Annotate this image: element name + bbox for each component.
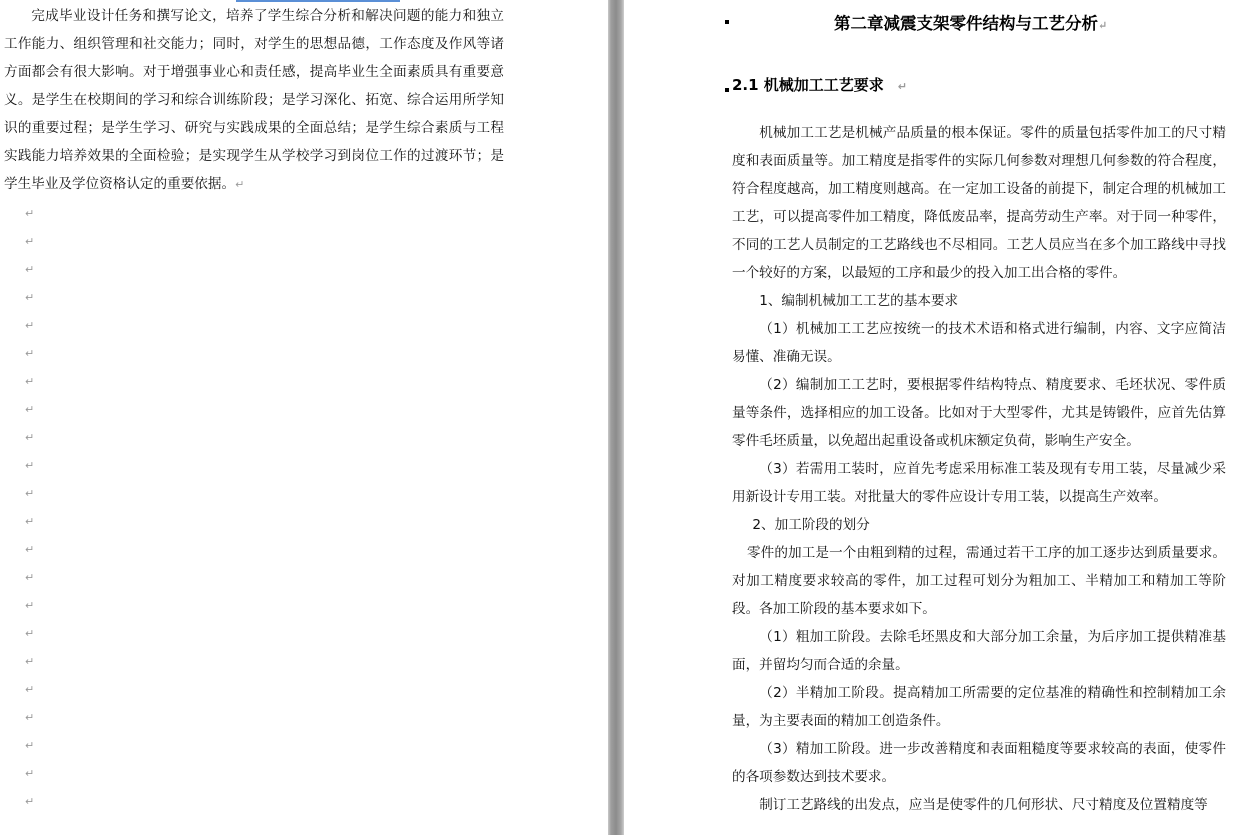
body-paragraph[interactable]: 机械加工工艺是机械产品质量的根本保证。零件的质量包括零件加工的尺寸精度和表面质量等。加工精度是指零件的实际几何参数对理想几何参数的符合程度，符合程度越高，加工精度则越高。在一定加工设备的前提下，制定合理的机械加工工艺，可以提高零件加工精度，降低废品率，提高劳动生产率。对于同一种零件，不同的工艺人员制定的工艺路线也不尽相同。工艺人员应当在多个加工路线中寻找一个较好的方案，以最短的工序和最少的投入加工出合格的零件。: [732, 125, 1226, 281]
paragraph-mark-icon: ↵: [25, 627, 35, 640]
paragraph-mark-icon: ↵: [25, 263, 35, 276]
paragraph-mark-icon: ↵: [25, 431, 35, 444]
paragraph-mark-icon: ↵: [25, 571, 35, 584]
paragraph-mark-icon: ↵: [235, 178, 245, 191]
document-page-left: [0, 0, 608, 835]
paragraph-mark-icon: ↵: [25, 403, 35, 416]
paragraph-mark-icon: ↵: [25, 459, 35, 472]
empty-paragraph-marks: [25, 200, 45, 816]
paragraph-mark-icon: ↵: [25, 767, 35, 780]
paragraph-mark-icon: ↵: [25, 711, 35, 724]
paragraph-mark-icon: ↵: [25, 599, 35, 612]
list-item[interactable]: （3）若需用工装时，应首先考虑采用标准工装及现有专用工装，尽量减少采用新设计专用工装。对批量大的零件应设计专用工装，以提高生产效率。: [732, 461, 1226, 505]
paragraph-mark-icon: ↵: [25, 515, 35, 528]
paragraph-mark-icon: ↵: [25, 375, 35, 388]
paragraph-mark-icon: ↵: [25, 347, 35, 360]
body-paragraph[interactable]: 完成毕业设计任务和撰写论文，培养了学生综合分析和解决问题的能力和独立工作能力、组织管理和社交能力；同时，对学生的思想品德，工作态度及作风等诸方面都会有很大影响。对于增强事业心和责任感，提高毕业生全面素质具有重要意义。是学生在校期间的学习和综合训练阶段；是学习深化、拓宽、综合运用所学知识的重要过程；是学生学习、研究与实践成果的全面总结；是学生综合素质与工程实践能力培养效果的全面检验；是实现学生从学校学习到岗位工作的过渡环节；是学生毕业及学位资格认定的重要依据。↵: [4, 8, 504, 192]
section-heading[interactable]: 2.1 机械加工工艺要求 ↵: [732, 76, 908, 94]
heading-bullet-icon: [725, 88, 729, 92]
document-page-right: [624, 0, 1246, 835]
page-gutter: [608, 0, 624, 835]
paragraph-mark-icon: ↵: [25, 543, 35, 556]
list-heading[interactable]: 1、编制机械加工工艺的基本要求: [759, 293, 959, 309]
paragraph-mark-icon: ↵: [25, 291, 35, 304]
chapter-title[interactable]: 第二章减震支架零件结构与工艺分析↵: [834, 14, 1108, 33]
list-heading[interactable]: 2、加工阶段的划分: [752, 517, 870, 533]
list-item[interactable]: （3）精加工阶段。进一步改善精度和表面粗糙度等要求较高的表面，使零件的各项参数达到技术要求。: [732, 741, 1226, 785]
paragraph-mark-icon: ↵: [897, 80, 908, 93]
paragraph-mark-icon: ↵: [1098, 19, 1108, 32]
paragraph-mark-icon: ↵: [25, 739, 35, 752]
left-page-body[interactable]: [4, 2, 504, 199]
paragraph-mark-icon: ↵: [25, 207, 35, 220]
paragraph-mark-icon: ↵: [25, 795, 35, 808]
right-page-body[interactable]: [732, 119, 1226, 819]
list-item[interactable]: （2）半精加工阶段。提高精加工所需要的定位基准的精确性和控制精加工余量，为主要表面的精加工创造条件。: [732, 685, 1226, 729]
list-item[interactable]: （1）粗加工阶段。去除毛坯黑皮和大部分加工余量，为后序加工提供精准基面，并留均匀而合适的余量。: [732, 629, 1226, 673]
body-paragraph[interactable]: 制订工艺路线的出发点，应当是使零件的几何形状、尺寸精度及位置精度等: [759, 797, 1208, 813]
heading-bullet-icon: [725, 20, 729, 24]
paragraph-mark-icon: ↵: [25, 683, 35, 696]
paragraph-mark-icon: ↵: [25, 655, 35, 668]
body-paragraph[interactable]: 零件的加工是一个由粗到精的过程，需通过若干工序的加工逐步达到质量要求。对加工精度要求较高的零件，加工过程可划分为粗加工、半精加工和精加工等阶段。各加工阶段的基本要求如下。: [732, 545, 1226, 617]
paragraph-mark-icon: ↵: [25, 319, 35, 332]
list-item[interactable]: （1）机械加工工艺应按统一的技术术语和格式进行编制，内容、文字应简洁易懂、准确无误。: [732, 321, 1226, 365]
list-item[interactable]: （2）编制加工工艺时，要根据零件结构特点、精度要求、毛坯状况、零件质量等条件，选择相应的加工设备。比如对于大型零件，尤其是铸锻件，应首先估算零件毛坯质量，以免超出起重设备或机床额定负荷，影响生产安全。: [732, 377, 1226, 449]
paragraph-mark-icon: ↵: [25, 235, 35, 248]
paragraph-mark-icon: ↵: [25, 487, 35, 500]
